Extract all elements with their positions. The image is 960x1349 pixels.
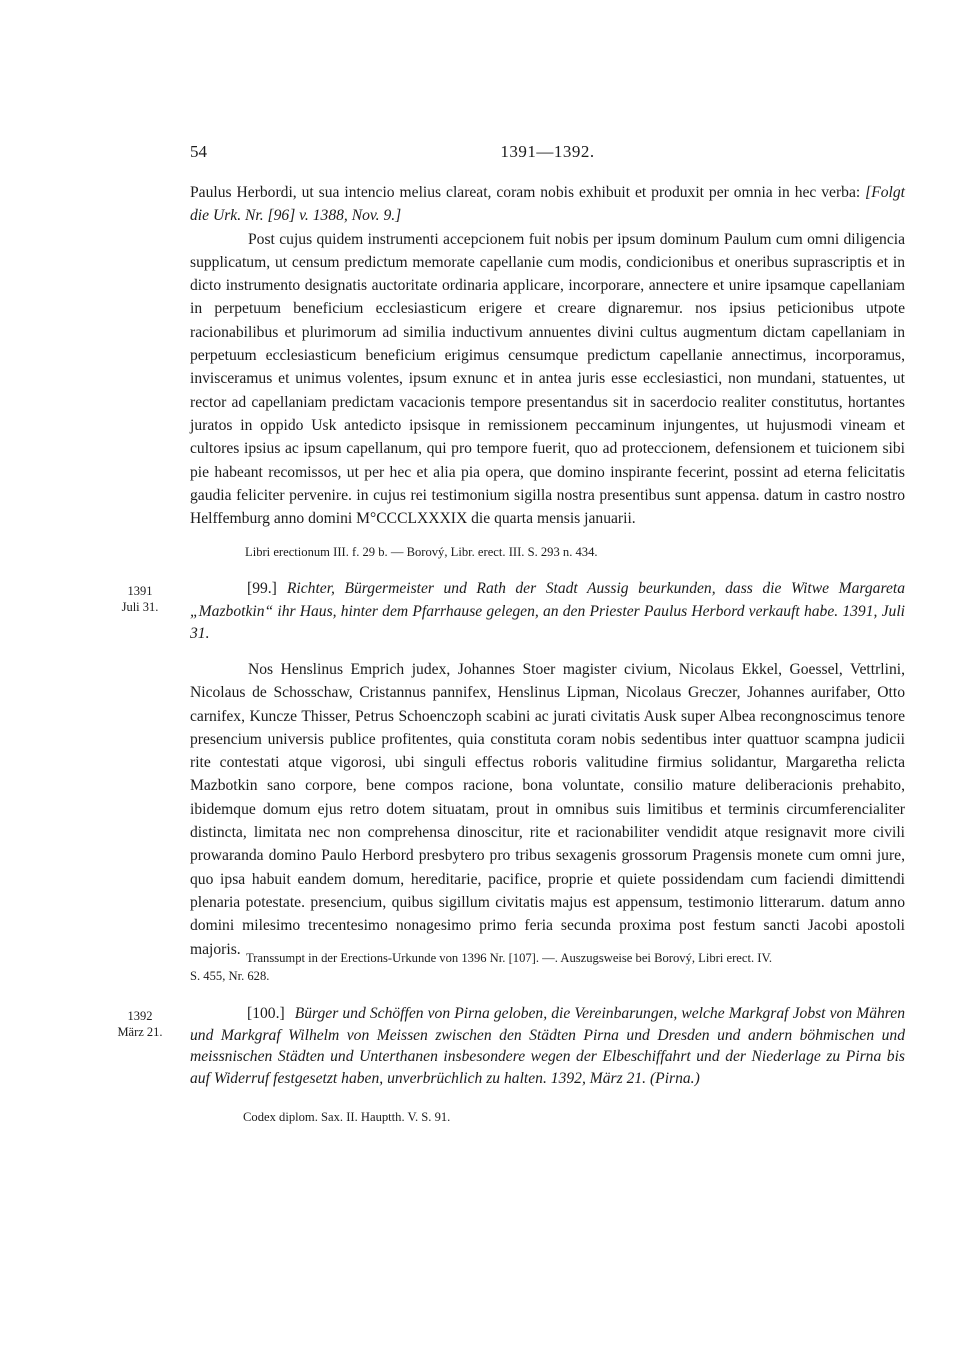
doc100-margin-date xyxy=(110,1008,170,1040)
doc99-description: Richter, Bürgermeister und Rath der Stadt Aussig beurkunden, dass die Witwe Margareta „Mazbotkin“ ihr Haus, hinter dem Pfarrhause gelegen, an den Priester Paulus Herbord verkauft habe. 1391, Juli 31. xyxy=(190,580,905,642)
page-header xyxy=(190,142,905,166)
doc100-description: Bürger und Schöffen von Pirna geloben, die Vereinbarungen, welche Markgraf Jobst von Mähren und Markgraf Wilhelm von Meissen zwischen den Städten Pirna und Dresden und andern böhmischen und meissnischen Städten und Unterthanen insbesondere wegen der Elbeschiffahrt und der Niederlage zu Pirna bis auf Widerruf festgesetzt haben, unverbrüchlich zu halten. 1392, März 21. (Pirna.) xyxy=(190,1005,905,1087)
doc98-intro-text: Paulus Herbordi, ut sua intencio melius clareat, coram nobis exhibuit et produxit per omnia in hec verba: xyxy=(190,184,866,201)
doc99-text: Nos Henslinus Emprich judex, Johannes Stoer magister civium, Nicolaus Ekkel, Goessel, Vettrlini, Nicolaus de Schosschaw, Cristannus pannifex, Henslinus Lipman, Nicolaus Greczer, Johannes aurifaber, Otto carnifex, Kuncze Thisser, Petrus Schoenczoph scabini ac jurati civitatis Ausk super Albea recongnoscimus tenore presencium universis publice profitentes, quia constituta coram nobis sedentibus inter quattuor scampna judicii rite contestati atque vigorosi, ubi singuli effectus roboris valitudine firmius solidantur, Margaretha relicta Mazbotkin sano corpore, bene compos racione, bona voluntate, consilio mature deliberacionis prehabito, ibidemque domum ejus retro dotem situatam, prout in omnibus suis limitibus et terminis circumferencialiter distincta, limitata nec non comprehensa dinoscitur, rite et racionabiliter vendidit atque resignavit more civili prowaranda domino Paulo Herbord presbytero pro tribus sexagenis grossorum Pragensis monete cum omni jure, quo ipsa habuit eandem domum, hereditarie, pacifice, proprie et quiete possidendam cum faciendi dimittendi plenaria potestate. presencium, quibus sigillum civitatis majus est appensum, testimonio litterarum. datum anno domini milesimo trecentesimo nonagesimo primo feria secunda proxima post festum sancti Jacobi apostoli majoris. xyxy=(190,661,905,958)
doc99-margin-day: Juli 31. xyxy=(121,600,159,614)
doc100-margin-day: März 21. xyxy=(117,1025,163,1039)
doc100-source-citation: Codex diplom. Sax. II. Hauptth. V. S. 91. xyxy=(243,1110,451,1124)
doc98-insert-note: [Folgt die Urk. Nr. [96] v. 1388, Nov. 9.] xyxy=(190,184,905,225)
doc99-margin-date xyxy=(110,583,170,615)
page-number: 54 xyxy=(190,142,207,161)
doc99-citation-line2: S. 455, Nr. 628. xyxy=(190,969,270,983)
doc99-citation-line1: Transsumpt in der Erections-Urkunde von 1396 Nr. [107]. —. Auszugsweise bei Borový, Libri erect. IV. xyxy=(246,951,773,965)
doc98-continuation xyxy=(190,181,905,530)
doc99-source-citation xyxy=(190,949,905,985)
doc98-intro-paragraph xyxy=(190,181,905,228)
doc99-body xyxy=(190,658,905,961)
running-head: 1391—1392. xyxy=(500,142,595,161)
doc100-number: [100.] xyxy=(247,1005,285,1022)
doc99-heading xyxy=(190,578,905,646)
doc100-margin-year: 1392 xyxy=(127,1009,153,1023)
doc98-source-citation: Libri erectionum III. f. 29 b. — Borový, Libr. erect. III. S. 293 n. 434. xyxy=(245,545,598,559)
doc98-main-paragraph: Post cujus quidem instrumenti accepcionem fuit nobis per ipsum dominum Paulum cum omni diligencia supplicatum, ut censum predictum memorate capellanie cum modis, condicionibus et oneribus suprascriptis et in dicto instrumento designatis auctoritate ordinaria applicare, incorporare, annectere et unire ipsamque capellaniam in perpetuum beneficium ecclesiasticum erigere et creare dignaremur. nos ipsius peticionibus utpote racionabilibus et plurimorum ad similia inductivum annuentes divini cultus augmentum dictam capellaniam in perpetuum ecclesiasticum beneficium erigimus censumque predictum capellanie annectimus, incorporamus, invisceramus et unimus volentes, ipsum exnunc et in antea juris esse ecclesiastici, non mundani, statuentes, ut rector ad capellaniam predictam vacacionis tempore presentandus sit in sacerdocio realiter constitutus, hortantes juratos in oppido Usk antedicto ipsisque in remissionem peccaminum injungentes, ut hujusmodi vineam et cultores ipsius ac ipsum capellanum, qui pro tempore fuerit, quo ad proteccionem, defensionem et tuicionem sibi pie habeant recomissos, ut per hec et alia pia opera, que domino inspirante fecerint, possint ad eterna felicitatis gaudia feliciter pervenire. in cujus rei testimonium sigilla nostra presentibus sunt appensa. datum in castro nostro Helffemburg anno domini M°CCCLXXXIX die quarta mensis januarii. xyxy=(190,230,905,528)
doc99-number: [99.] xyxy=(247,580,277,597)
doc100-heading xyxy=(190,1003,905,1089)
doc99-margin-year: 1391 xyxy=(127,584,153,598)
